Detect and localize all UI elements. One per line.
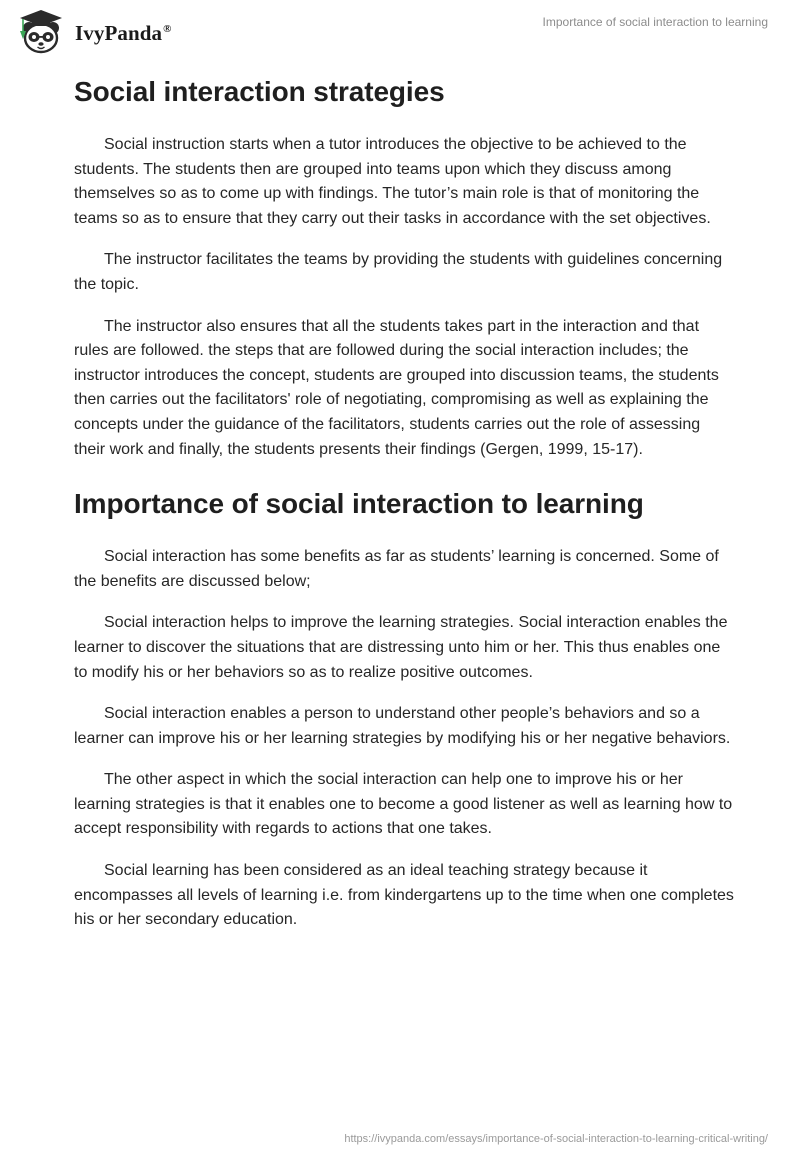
panda-graduate-icon [14,8,68,56]
running-title: Importance of social interaction to learning [542,15,768,29]
page-header [0,0,800,60]
paragraph: Social interaction enables a person to understand other people’s behaviors and so a learner can improve his or her learning strategies by modifying his or her negative behaviors. [74,705,731,747]
paragraph: The instructor facilitates the teams by providing the students with guidelines concerning the topic. [74,251,723,293]
paragraph: Social interaction has some benefits as far as students’ learning is concerned. Some of the benefits are discussed below; [74,548,719,590]
article-body [74,70,734,950]
section-heading-importance: Importance of social interaction to learning [74,488,644,520]
paragraph: The other aspect in which the social interaction can help one to improve his or her learning strategies is that it enables one to become a good listener as well as learning how to accept responsibility with regards to actions that one takes. [74,771,733,838]
paragraph: Social interaction helps to improve the learning strategies. Social interaction enables the learner to discover the situations that are distressing unto him or her. This thus enables one to modify his or her behaviors so as to realize positive outcomes. [74,614,728,681]
paragraph: Social learning has been considered as an ideal teaching strategy because it encompasses all levels of learning i.e. from kindergartens up to the time when one completes his or her secondary education. [74,862,734,929]
brand-logo-link[interactable] [14,8,172,56]
brand-name: IvyPanda® [75,21,172,45]
source-url-link[interactable]: https://ivypanda.com/essays/importance-of-social-interaction-to-learning-critical-writing/ [344,1133,768,1145]
section-heading-strategies: Social interaction strategies [74,76,445,107]
paragraph: The instructor also ensures that all the students takes part in the interaction and that rules are followed. the steps that are followed during the social interaction includes; the instructor introduces the concept, students are grouped into discussion teams, the students then carries out the facilitators' role of negotiating, compromising as well as explaining the concepts under the guidance of the facilitators, students carries out the role of assessing their work and finally, the students presents their findings (Gergen, 1999, 15-17). [74,317,719,458]
paragraph: Social instruction starts when a tutor introduces the objective to be achieved to the students. The students then are grouped into teams upon which they discuss among themselves so as to come up with findings. The tutor’s main role is that of monitoring the teams so as to ensure that they carry out their tasks in accordance with the set objectives. [74,136,711,227]
registered-mark: ® [163,23,172,35]
